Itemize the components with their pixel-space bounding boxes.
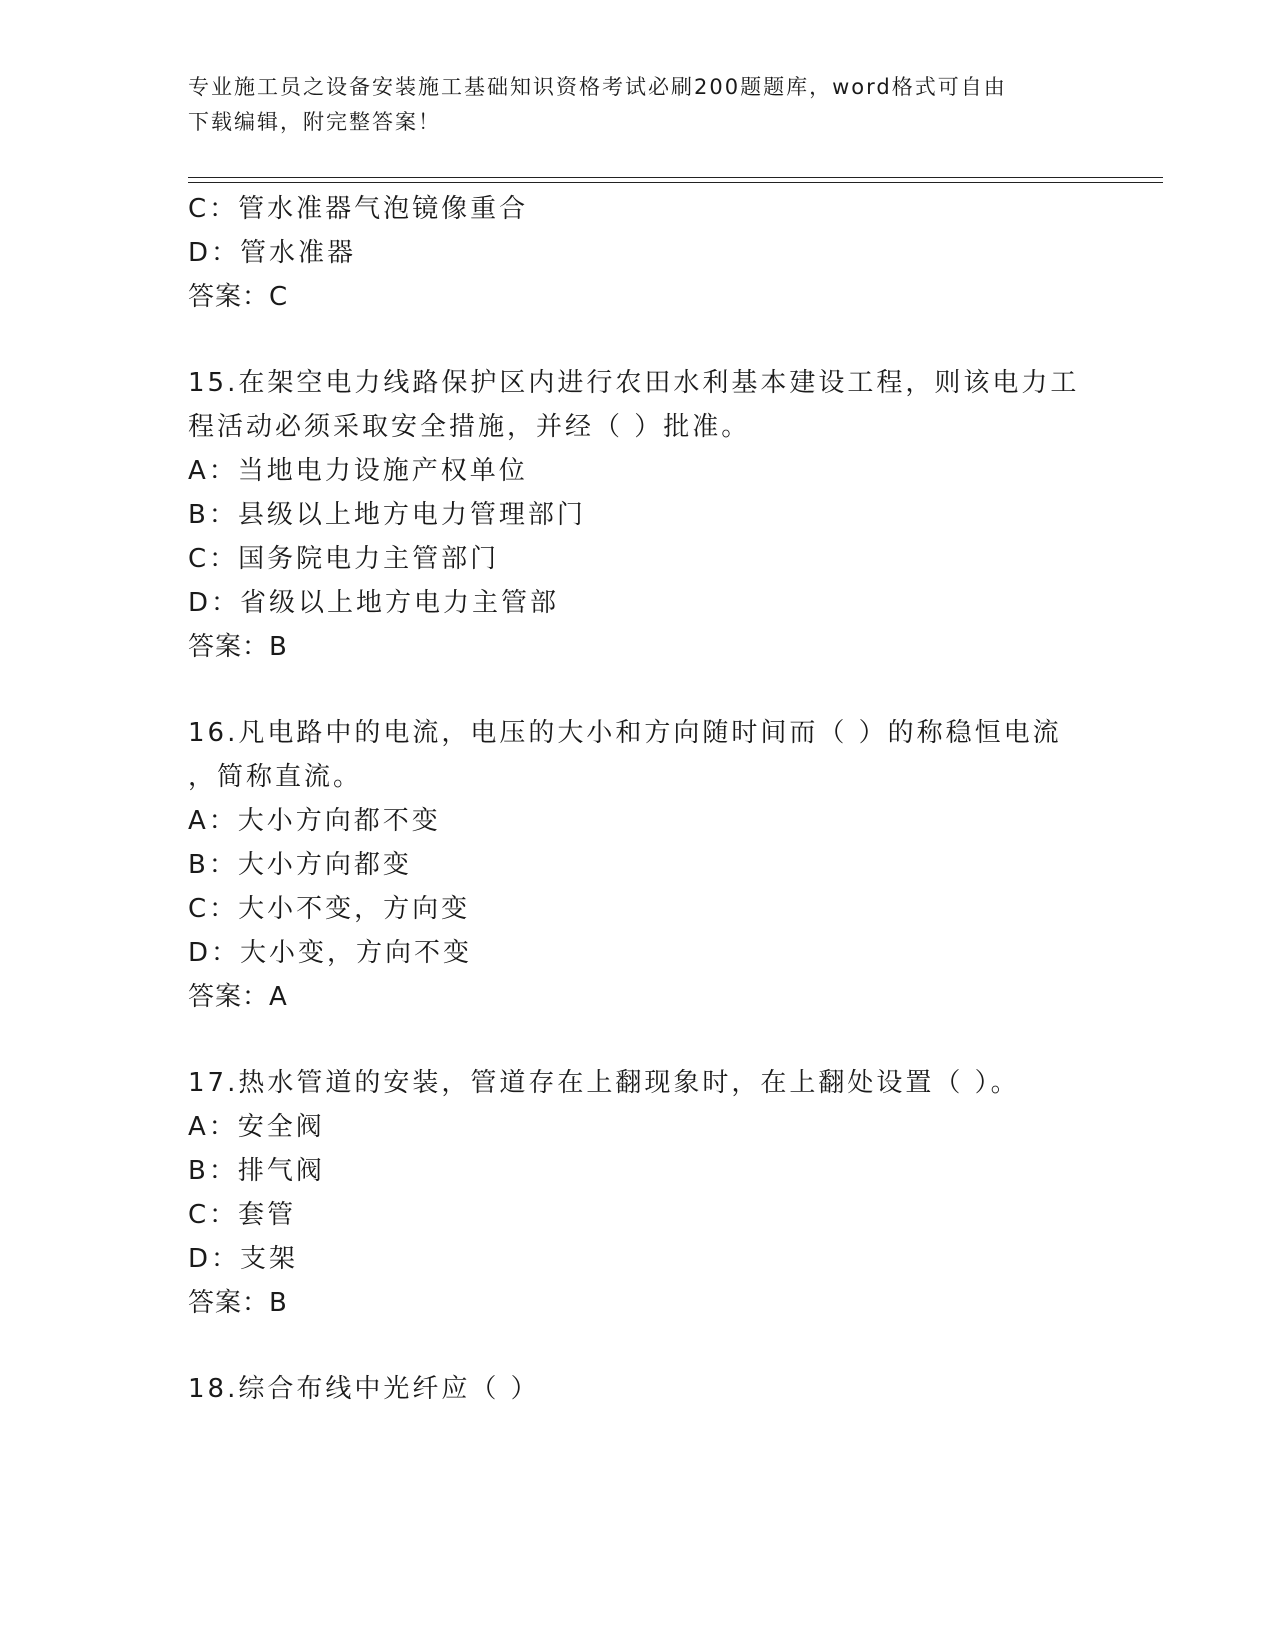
q15-answer: 答案：B bbox=[188, 632, 288, 662]
q17-stem-line-1: 17.热水管道的安装，管道存在上翻现象时，在上翻处设置（ ）。 bbox=[188, 1068, 1020, 1098]
q16-stem-line-2: ，简称直流。 bbox=[188, 762, 363, 792]
q14-option-c: C：管水准器气泡镜像重合 bbox=[188, 194, 529, 224]
q17-option-d: D：支架 bbox=[188, 1244, 299, 1274]
q16-option-b: B：大小方向都变 bbox=[188, 850, 412, 880]
document-header bbox=[188, 70, 1088, 140]
q15-stem-line-1: 15.在架空电力线路保护区内进行农田水利基本建设工程，则该电力工 bbox=[188, 368, 1080, 398]
q18-stem-line-1: 18.综合布线中光纤应（ ） bbox=[188, 1374, 540, 1404]
q15-option-c: C：国务院电力主管部门 bbox=[188, 544, 500, 574]
q16-answer: 答案：A bbox=[188, 982, 288, 1012]
q17-answer: 答案：B bbox=[188, 1288, 288, 1318]
header-line-2: 下载编辑，附完整答案！ bbox=[188, 110, 441, 134]
q15-option-b: B：县级以上地方电力管理部门 bbox=[188, 500, 586, 530]
q15-option-a: A：当地电力设施产权单位 bbox=[188, 456, 528, 486]
q17-option-a: A：安全阀 bbox=[188, 1112, 325, 1142]
q15-stem-line-2: 程活动必须采取安全措施，并经（ ）批准。 bbox=[188, 412, 751, 442]
q14-answer: 答案：C bbox=[188, 282, 289, 312]
q14-option-d: D：管水准器 bbox=[188, 238, 357, 268]
q15-option-d: D：省级以上地方电力主管部 bbox=[188, 588, 560, 618]
header-divider-top bbox=[188, 177, 1163, 178]
q16-option-c: C：大小不变，方向变 bbox=[188, 894, 471, 924]
q17-option-c: C：套管 bbox=[188, 1200, 297, 1230]
header-line-1: 专业施工员之设备安装施工基础知识资格考试必刷200题题库，word格式可自由 bbox=[188, 75, 1007, 99]
q16-option-d: D：大小变，方向不变 bbox=[188, 938, 473, 968]
q16-option-a: A：大小方向都不变 bbox=[188, 806, 441, 836]
q16-stem-line-1: 16.凡电路中的电流，电压的大小和方向随时间而（ ）的称稳恒电流 bbox=[188, 718, 1062, 748]
header-divider-bottom bbox=[188, 182, 1163, 183]
q17-option-b: B：排气阀 bbox=[188, 1156, 325, 1186]
